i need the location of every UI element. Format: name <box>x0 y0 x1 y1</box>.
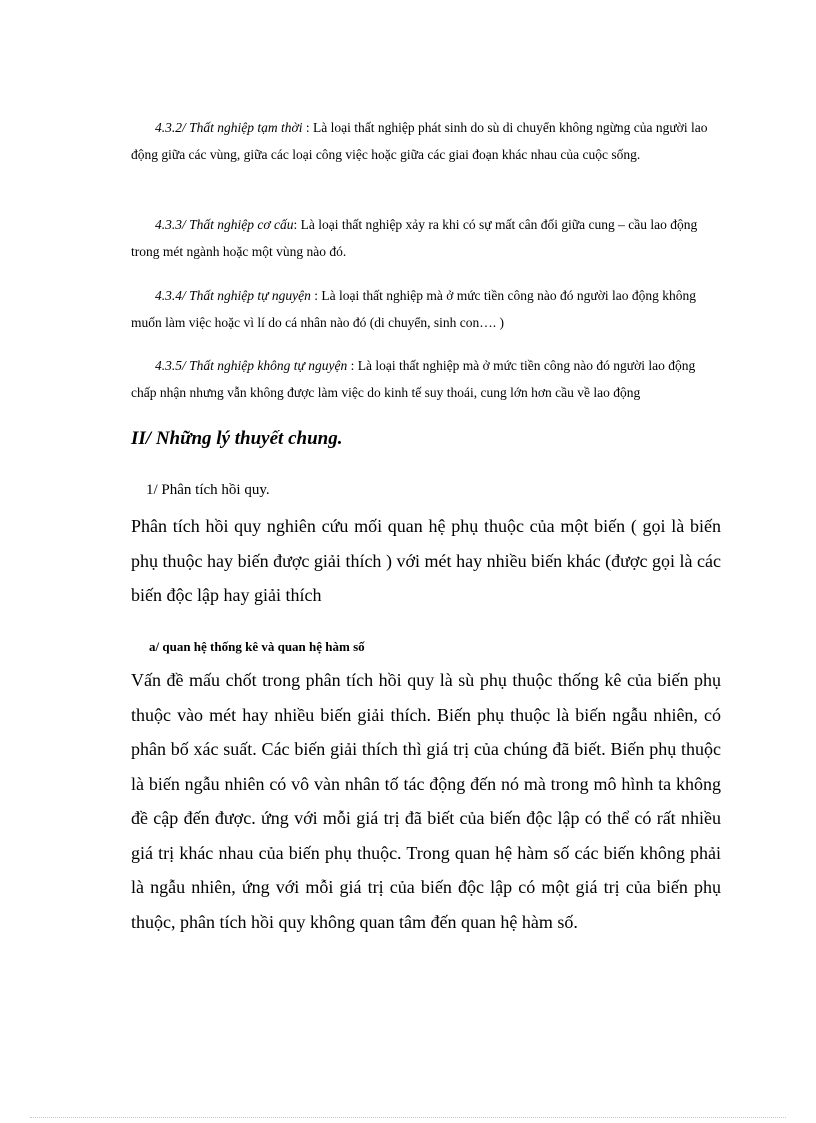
section-4-3-4: 4.3.4/ Thất nghiệp tự nguyện : Là loại thất nghiệp mà ở mức tiền công nào đó người lao động không muốn làm việc hoặc vì lí do cá nhân nào đó (di chuyển, sinh con…. ) <box>131 288 696 330</box>
part-heading: II/ Những lý thuyết chung. <box>131 428 343 449</box>
subsection-heading: 1/ Phân tích hồi quy. <box>146 482 270 498</box>
section-heading: 4.3.5/ Thất nghiệp không tự nguyện <box>155 358 348 373</box>
section-body: Là loại thất nghiệp xảy ra khi có sự mất cân đối giữa cung – cầu lao động trong mét ngành hoặc một vùng nào đó. <box>131 217 698 259</box>
section-body: Là loại thất nghiệp mà ở mức tiền công nào đó người lao động chấp nhận nhưng vẫn không được làm việc do kinh tế suy thoái, cung lớn hơn cầu về lao động <box>131 358 696 400</box>
section-4-3-2: 4.3.2/ Thất nghiệp tạm thời : Là loại thất nghiệp phát sinh do sù di chuyển không ngừng của người lao động giữa các vùng, giữa các loại công việc hoặc giữa các giai đoạn khác nhau của cuộc sống. <box>131 120 708 162</box>
page-bottom-divider <box>30 1117 786 1118</box>
section-body: Là loại thất nghiệp phát sinh do sù di chuyển không ngừng của người lao động giữa các vùng, giữa các loại công việc hoặc giữa các giai đoạn khác nhau của cuộc sống. <box>131 120 708 162</box>
sub-subsection-heading: a/ quan hệ thống kê và quan hệ hàm số <box>149 639 365 654</box>
section-4-3-5: 4.3.5/ Thất nghiệp không tự nguyện : Là loại thất nghiệp mà ở mức tiền công nào đó người lao động chấp nhận nhưng vẫn không được làm việc do kinh tế suy thoái, cung lớn hơn cầu về lao động <box>131 358 696 400</box>
section-heading: 4.3.2/ Thất nghiệp tạm thời <box>155 120 303 135</box>
paragraph-regression-intro: Phân tích hồi quy nghiên cứu mối quan hệ phụ thuộc của một biến ( gọi là biến phụ thuộc hay biến được giải thích ) với mét hay nhiều biến khác (được gọi là các biến độc lập hay giải thích <box>131 516 721 605</box>
paragraph-statistical-relation: Vấn đề mấu chốt trong phân tích hồi quy là sù phụ thuộc thống kê của biến phụ thuộc vào mét hay nhiều biến giải thích. Biến phụ thuộc là biến ngẫu nhiên, có phân bố xác suất. Các biến giải thích thì giá trị của chúng đã biết. Biến phụ thuộc là biến ngẫu nhiên có vô vàn nhân tố tác động đến nó mà trong mô hình ta không đề cập đến được. ứng với mỗi giá trị đã biết của biến độc lập có thể có rất nhiều giá trị khác nhau của biến phụ thuộc. Trong quan hệ hàm số các biến không phải là ngẫu nhiên, ứng với mỗi giá trị của biến độc lập có một giá trị của biến phụ thuộc, phân tích hồi quy không quan tâm đến quan hệ hàm số. <box>131 670 721 932</box>
section-body: Là loại thất nghiệp mà ở mức tiền công nào đó người lao động không muốn làm việc hoặc vì lí do cá nhân nào đó (di chuyển, sinh con…. ) <box>131 288 696 330</box>
section-4-3-3: 4.3.3/ Thất nghiệp cơ cấu: Là loại thất nghiệp xảy ra khi có sự mất cân đối giữa cung – cầu lao động trong mét ngành hoặc một vùng nào đó. <box>131 217 698 259</box>
section-heading: 4.3.3/ Thất nghiệp cơ cấu <box>155 217 294 232</box>
section-heading: 4.3.4/ Thất nghiệp tự nguyện <box>155 288 311 303</box>
